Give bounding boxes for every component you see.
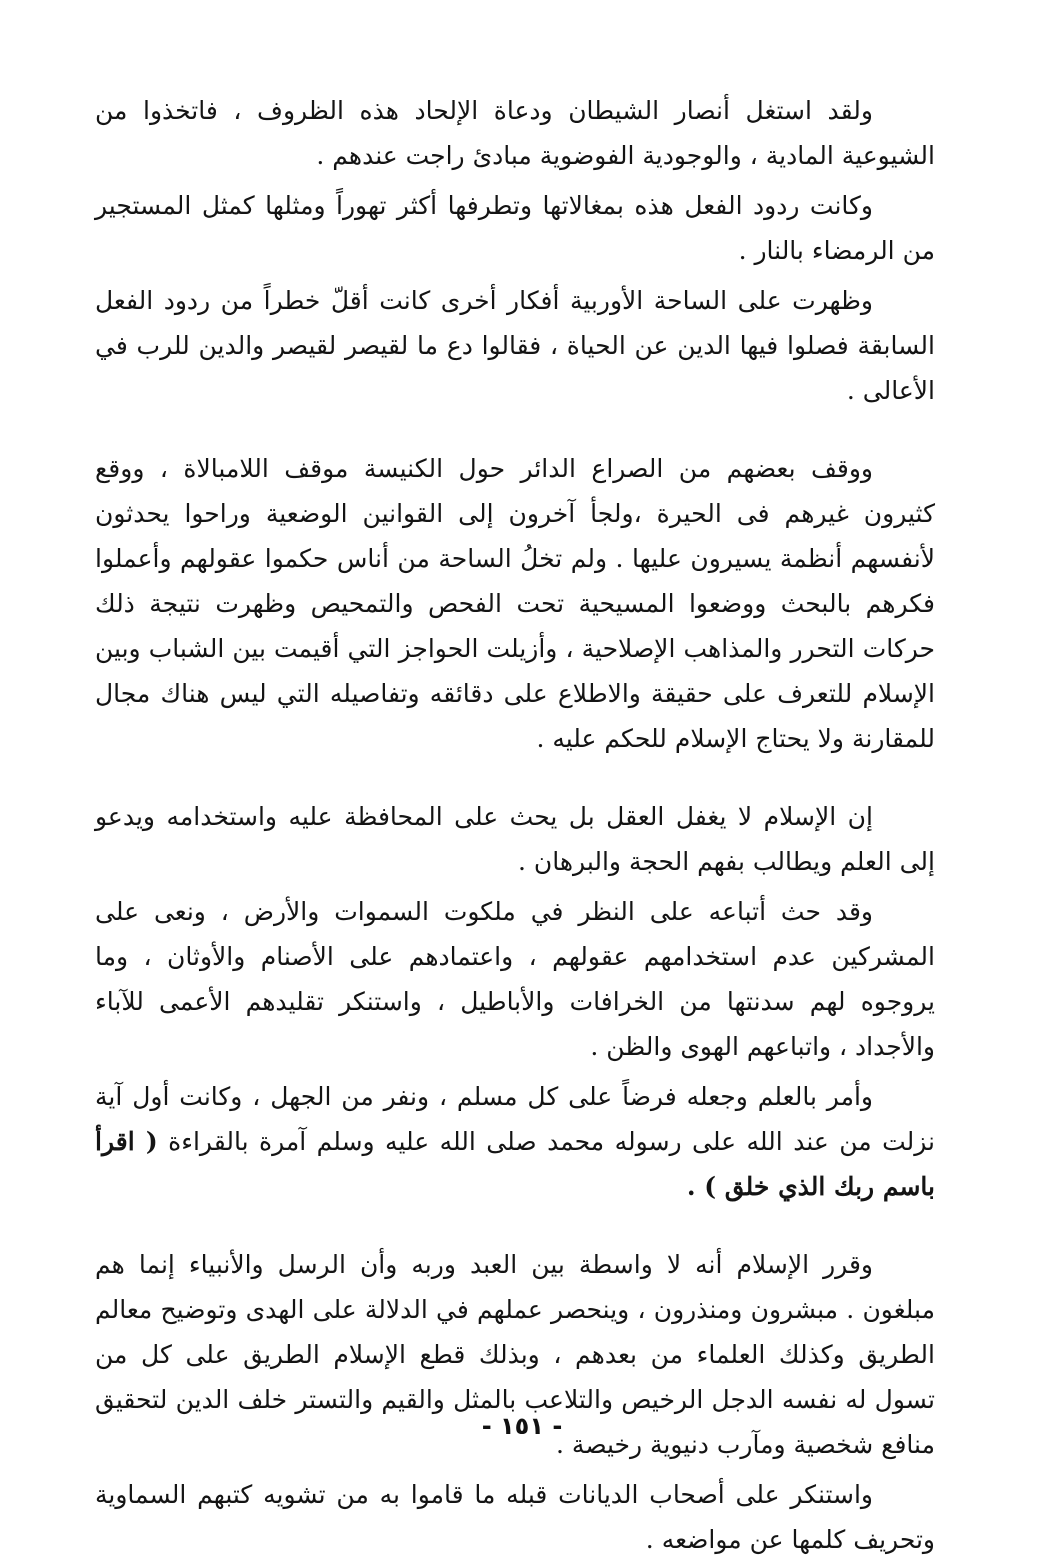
paragraph-3: وظهرت على الساحة الأوربية أفكار أخرى كانت أقلّ خطراً من ردود الفعل السابقة فصلوا فيها الدين عن الحياة ، فقالوا دع ما لقيصر لقيصر والدين للرب في الأعالى . [95,286,935,405]
page-body [95,88,935,1567]
section-gap [95,766,935,794]
section-gap [95,418,935,446]
paragraph-6: وقد حث أتباعه على النظر في ملكوت السموات والأرض ، ونعى على المشركين عدم استخدامهم عقولهم ، واعتمادهم على الأصنام والأوثان ، وما يروجوه لهم سدنتها من الخرافات والأباطيل ، واستنكر تقليدهم الأعمى للآباء والأجداد ، واتباعهم الهوى والظن . [95,897,935,1061]
paragraph-9: واستنكر على أصحاب الديانات قبله ما قاموا به من تشويه كتبهم السماوية وتحريف كلمها عن مواضعه . [95,1480,935,1554]
quran-verse: ( اقرأ باسم ربك الذي خلق ) . [95,1127,935,1201]
paragraph-2: وكانت ردود الفعل هذه بمغالاتها وتطرفها أكثر تهوراً ومثلها كمثل المستجير من الرمضاء بالنار . [95,191,935,265]
page-number: - ١٥١ - [481,1412,563,1440]
section-gap [95,1214,935,1242]
paragraph-8: وقرر الإسلام أنه لا واسطة بين العبد وربه وأن الرسل والأنبياء إنما هم مبلغون . مبشرون ومنذرون ، وينحصر عملهم في الدلالة على الهدى وتوضيح معالم الطريق وكذلك العلماء من بعدهم ، وبذلك قطع الإسلام الطريق على كل من تسول له نفسه الدجل الرخيص والتلاعب بالمثل والقيم والتستر خلف الدين لتحقيق منافع شخصية ومآرب دنيوية رخيصة . [95,1250,935,1459]
paragraph-1: ولقد استغل أنصار الشيطان ودعاة الإلحاد هذه الظروف ، فاتخذوا من الشيوعية المادية ، والوجودية الفوضوية مبادئ راجت عندهم . [95,96,935,170]
paragraph-4: ووقف بعضهم من الصراع الدائر حول الكنيسة موقف اللامبالاة ، ووقع كثيرون غيرهم فى الحيرة ،ولجأ آخرون إلى القوانين الوضعية وراحوا يحدثون لأنفسهم أنظمة يسيرون عليها . ولم تخلُ الساحة من أناس حكموا عقولهم وأعملوا فكرهم بالبحث ووضعوا المسيحية تحت الفحص والتمحيص وظهرت نتيجة ذلك حركات التحرر والمذاهب الإصلاحية ، وأزيلت الحواجز التي أقيمت بين الشباب وبين الإسلام للتعرف على حقيقة والاطلاع على دقائقه وتفاصيله التي ليس هناك مجال للمقارنة ولا يحتاج الإسلام للحكم عليه . [95,454,935,753]
paragraph-7 [95,1074,935,1209]
paragraph-7-text: وأمر بالعلم وجعله فرضاً على كل مسلم ، ونفر من الجهل ، وكانت أول آية نزلت من عند الله على رسوله محمد صلى الله عليه وسلم آمرة بالقراءة [95,1082,935,1156]
paragraph-5: إن الإسلام لا يغفل العقل بل يحث على المحافظة عليه واستخدامه ويدعو إلى العلم ويطالب بفهم الحجة والبرهان . [95,802,935,876]
